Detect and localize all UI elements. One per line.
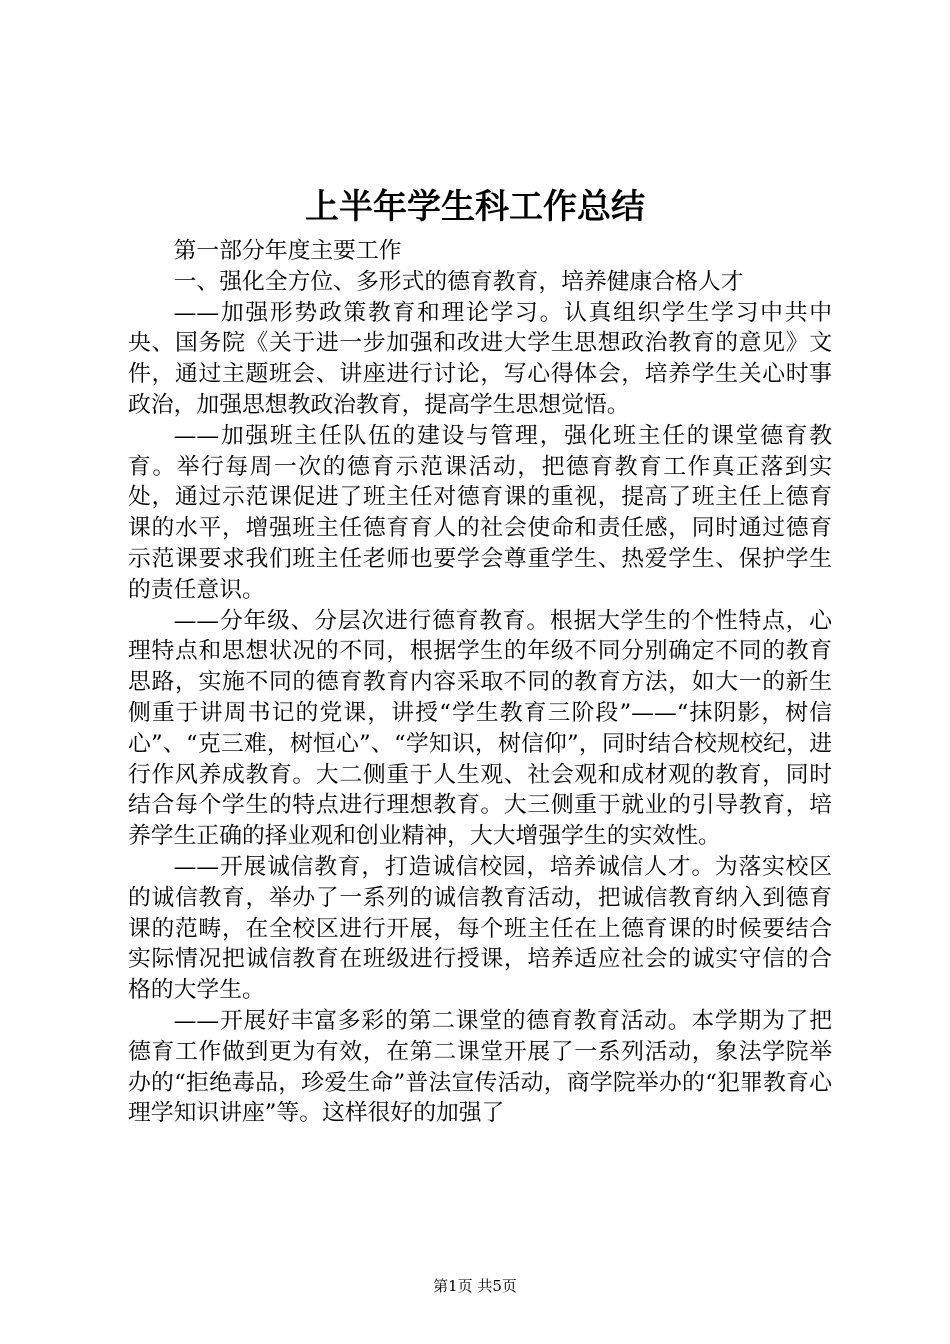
- section-heading: 第一部分年度主要工作: [173, 238, 402, 264]
- body-paragraph: ——加强班主任队伍的建设与管理，强化班主任的课堂德育教育。举行每周一次的德育示范课活动，把德育教育工作真正落到实处，通过示范课促进了班主任对德育课的重视，提高了班主任上德育课的水平，增强班主任德育育人的社会使命和责任感，同时通过德育示范课要求我们班主任老师也要学会尊重学生、热爱学生、保护学生的责任意识。: [128, 422, 832, 603]
- body-paragraph: ——分年级、分层次进行德育教育。根据大学生的个性特点，心理特点和思想状况的不同，根据学生的年级不同分别确定不同的教育思路，实施不同的德育教育内容采取不同的教育方法，如大一的新生侧重于讲周书记的党课，讲授“学生教育三阶段”——“抹阴影，树信心”、“克三难，树恒心”、“学知识，树信仰”，同时结合校规校纪，进行作风养成教育。大二侧重于人生观、社会观和成材观的教育，同时结合每个学生的特点进行理想教育。大三侧重于就业的引导教育，培养学生正确的择业观和创业精神，大大增强学生的实效性。: [128, 607, 832, 850]
- body-paragraph: ——开展好丰富多彩的第二课堂的德育教育活动。本学期为了把德育工作做到更为有效，在第二课堂开展了一系列活动，象法学院举办的“拒绝毒品，珍爱生命”普法宣传活动，商学院举办的“犯罪教育心理学知识讲座”等。这样很好的加强了: [128, 1007, 832, 1127]
- page-footer: 第1页 共5页: [433, 1277, 517, 1295]
- document-body: [128, 236, 832, 1129]
- body-paragraph: ——加强形势政策教育和理论学习。认真组织学生学习中共中央、国务院《关于进一步加强和改进大学生思想政治教育的意见》文件，通过主题班会、讲座进行讨论，写心得体会，培养学生关心时事政治，加强思想教政治教育，提高学生思想觉悟。: [128, 299, 832, 418]
- body-paragraph: ——开展诚信教育，打造诚信校园，培养诚信人才。为落实校区的诚信教育，举办了一系列的诚信教育活动，把诚信教育纳入到德育课的范畴，在全校区进行开展，每个班主任在上德育课的时候要结合实际情况把诚信教育在班级进行授课，培养适应社会的诚实守信的合格的大学生。: [128, 853, 832, 1004]
- subsection-heading: 一、强化全方位、多形式的德育教育，培养健康合格人才: [173, 268, 744, 295]
- document-title: 上半年学生科工作总结: [305, 187, 645, 227]
